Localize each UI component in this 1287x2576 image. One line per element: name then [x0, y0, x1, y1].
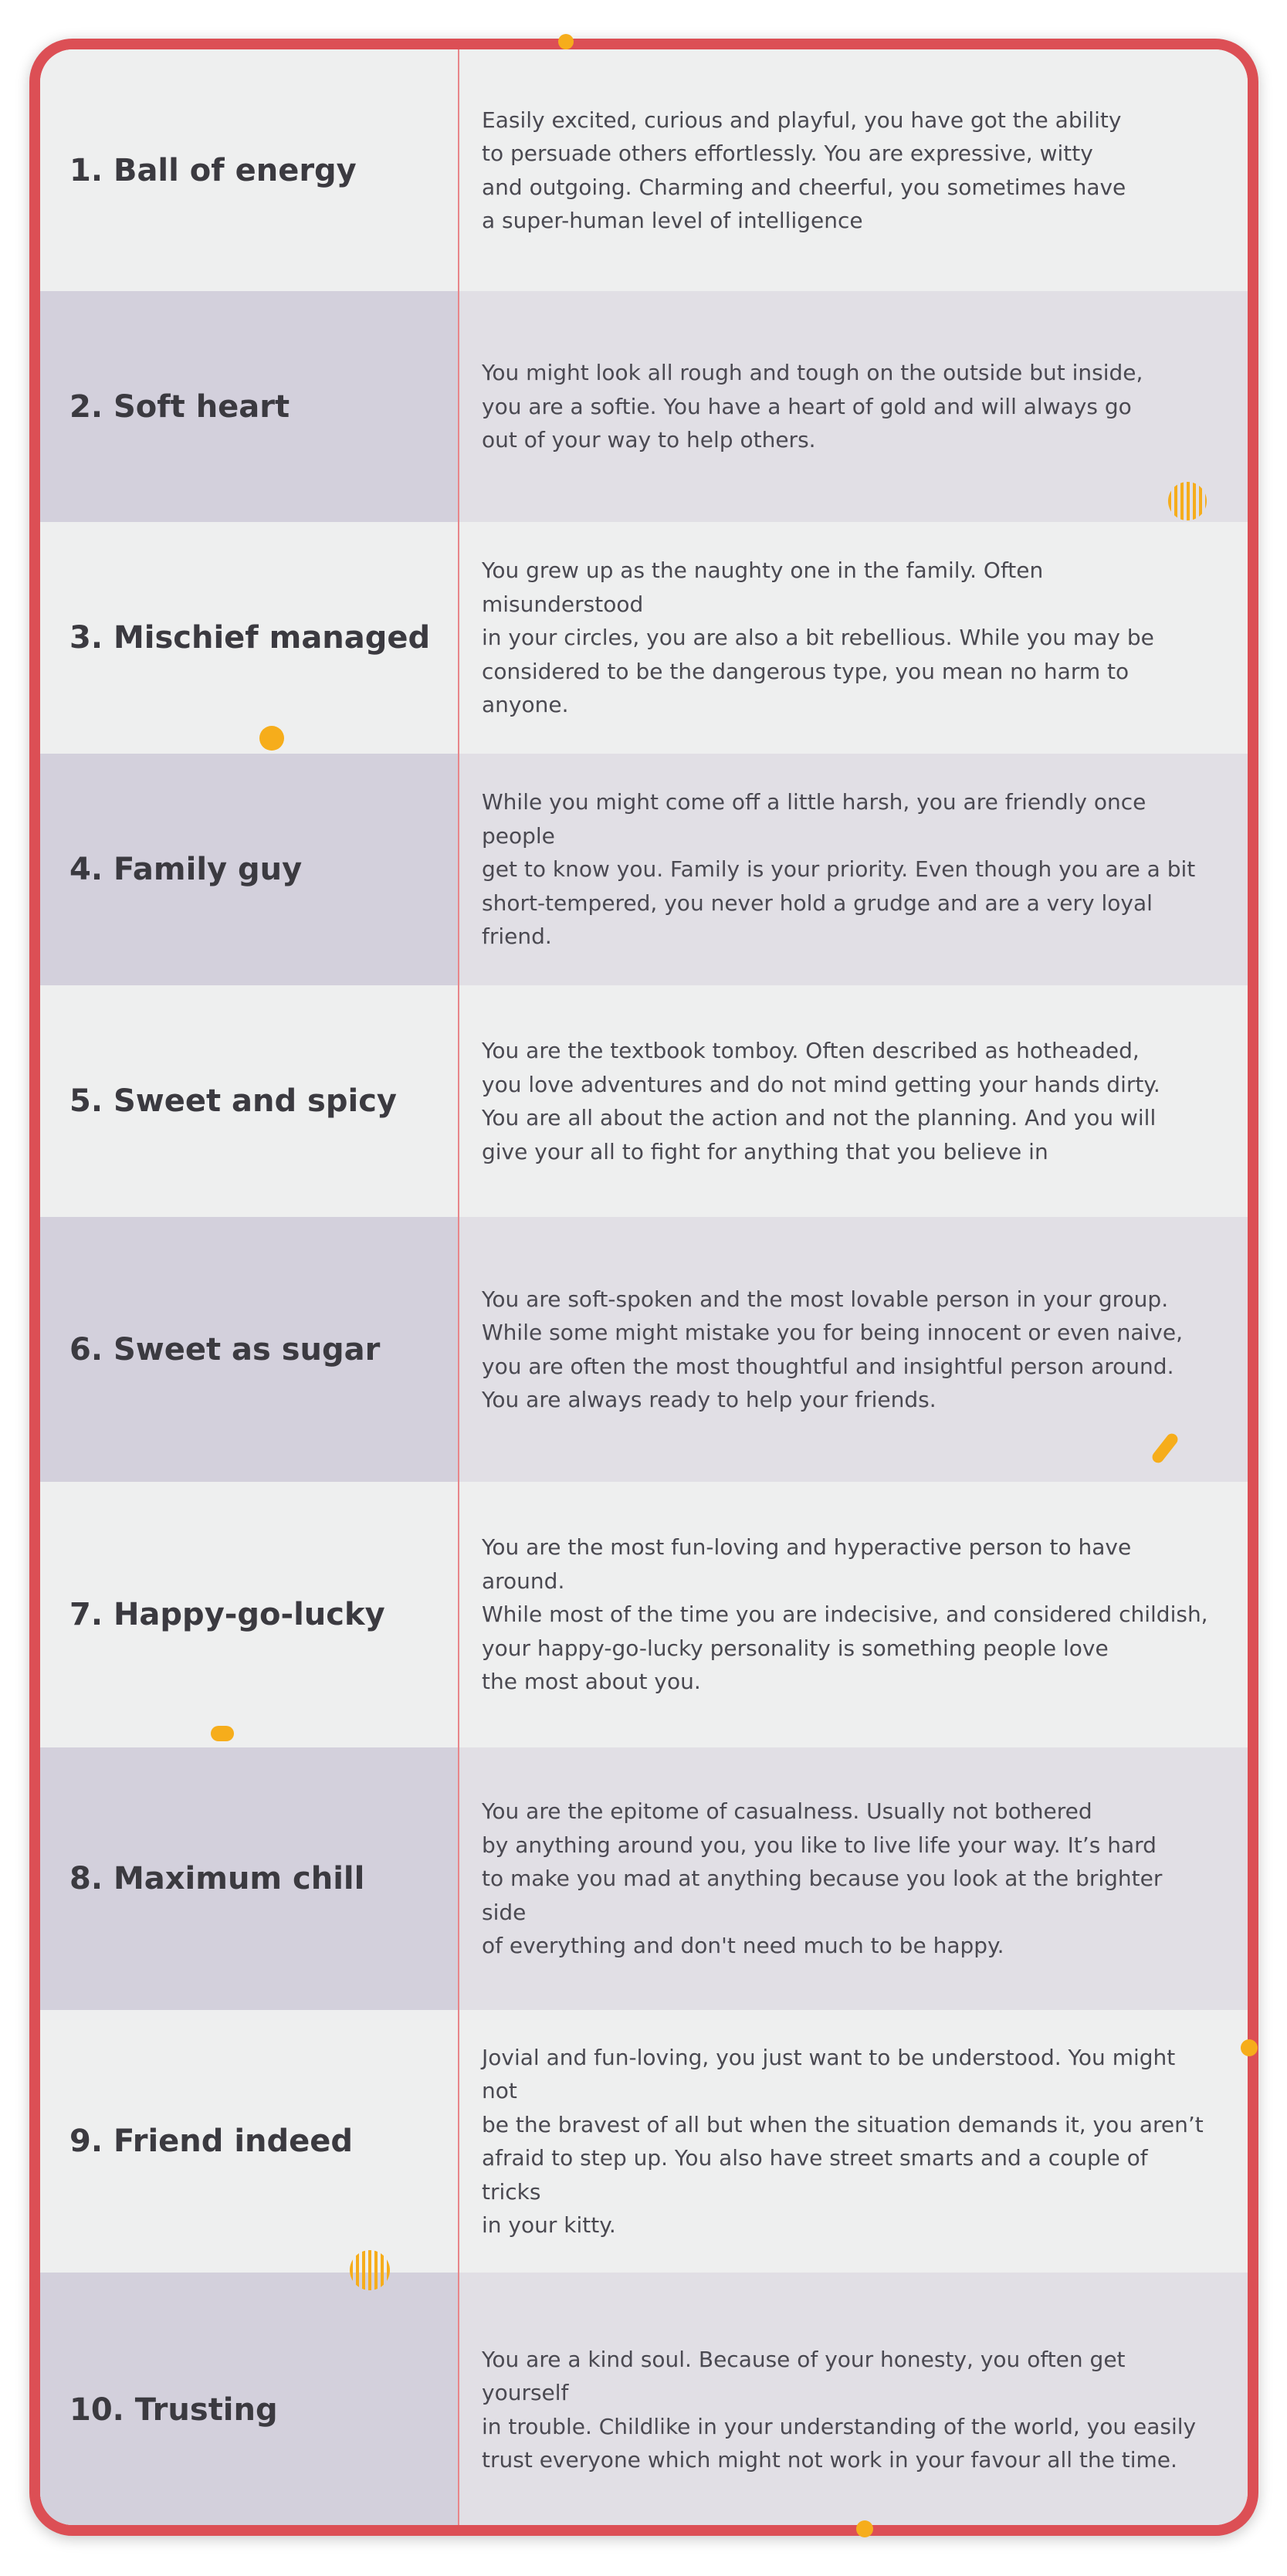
table-row [40, 1747, 1248, 2010]
confetti-dot-icon [211, 1726, 234, 1741]
row-description-cell [459, 1482, 1248, 1747]
row-description: You are the textbook tomboy. Often described as hotheaded, you love adventures and do not mind getting your hands dirty. You are all about the action and not the planning. And you will give your all to fight for anything that you believe in [482, 1038, 1160, 1164]
row-description-cell [459, 754, 1248, 985]
row-description-cell [459, 49, 1248, 291]
striped-circle-icon [1168, 482, 1207, 520]
row-title: 8. Maximum chill [40, 1747, 459, 2010]
row-description-cell [459, 2273, 1248, 2536]
table-row [40, 2273, 1248, 2536]
row-title: 1. Ball of energy [69, 152, 357, 188]
row-title: 6. Sweet as sugar [40, 1217, 459, 1482]
table-row [40, 2010, 1248, 2273]
column-divider [458, 49, 459, 2525]
row-title: 10. Trusting [40, 2273, 459, 2536]
row-description: You are a kind soul. Because of your honesty, you often get yourself in trouble. Childlike in your understanding of the world, you easily trust everyone which might not work in your favour all the time. [482, 2346, 1197, 2473]
row-description: You are the most fun-loving and hyperactive person to have around. While most of the time you are indecisive, and considered childish, your happy-go-lucky personality is something people love the most about you. [482, 1534, 1208, 1695]
row-title: 9. Friend indeed [69, 2124, 354, 2159]
row-description-cell [459, 1747, 1248, 2010]
row-description: You are the epitome of casualness. Usually not bothered by anything around you, you like to live life your way. It’s hard to make you mad at anything because you look at the brighter side of everything and don't need much to be happy. [482, 1798, 1163, 1959]
row-description-cell [459, 2010, 1248, 2273]
row-description-cell [459, 985, 1248, 1217]
row-description-cell [459, 522, 1248, 754]
row-title: 7. Happy-go-lucky [69, 1597, 385, 1632]
row-title: 5. Sweet and spicy [69, 1083, 397, 1119]
row-title: 2. Soft heart [40, 291, 459, 522]
row-title: 4. Family guy [40, 754, 459, 985]
table-row [40, 985, 1248, 1217]
confetti-dot-icon [558, 34, 574, 49]
row-description: You are soft-spoken and the most lovable person in your group. While some might mistake you for being innocent or even naive, you are often the most thoughtful and insightful person around. You are always ready to help your friends. [482, 1286, 1184, 1412]
table-row [40, 291, 1248, 522]
row-description: You might look all rough and tough on the outside but inside, you are a softie. You have a heart of gold and will always go out of your way to help others. [482, 360, 1143, 453]
table-row [40, 1482, 1248, 1747]
table-row [40, 49, 1248, 291]
row-description: While you might come off a little harsh, you are friendly once people get to know you. Family is your priority. Even though you are a bit short-tempered, you never hold a grudge and are a very loyal friend. [482, 789, 1196, 950]
table-row [40, 522, 1248, 754]
table-row [40, 1217, 1248, 1482]
row-description-cell [459, 1217, 1248, 1482]
row-description-cell [459, 291, 1248, 522]
row-description: Easily excited, curious and playful, you have got the ability to persuade others effortlessly. You are expressive, witty and outgoing. Charming and cheerful, you sometimes have a super-human level of intelligence [482, 107, 1126, 233]
confetti-dot-icon [856, 2520, 873, 2537]
row-description: You grew up as the naughty one in the family. Often misunderstood in your circles, you are also a bit rebellious. While you may be considered to be the dangerous type, you mean no harm to anyone. [482, 558, 1154, 718]
row-title: 3. Mischief managed [69, 620, 431, 656]
personality-table-card [29, 39, 1258, 2536]
table-row [40, 754, 1248, 985]
confetti-dot-icon [1241, 2039, 1258, 2056]
row-description: Jovial and fun-loving, you just want to be understood. You might not be the bravest of all but when the situation demands it, you aren’t afraid to step up. You also have street smarts and a couple of tricks in your kitty. [482, 2044, 1204, 2238]
confetti-dot-icon [259, 726, 284, 751]
striped-circle-icon [350, 2250, 390, 2290]
